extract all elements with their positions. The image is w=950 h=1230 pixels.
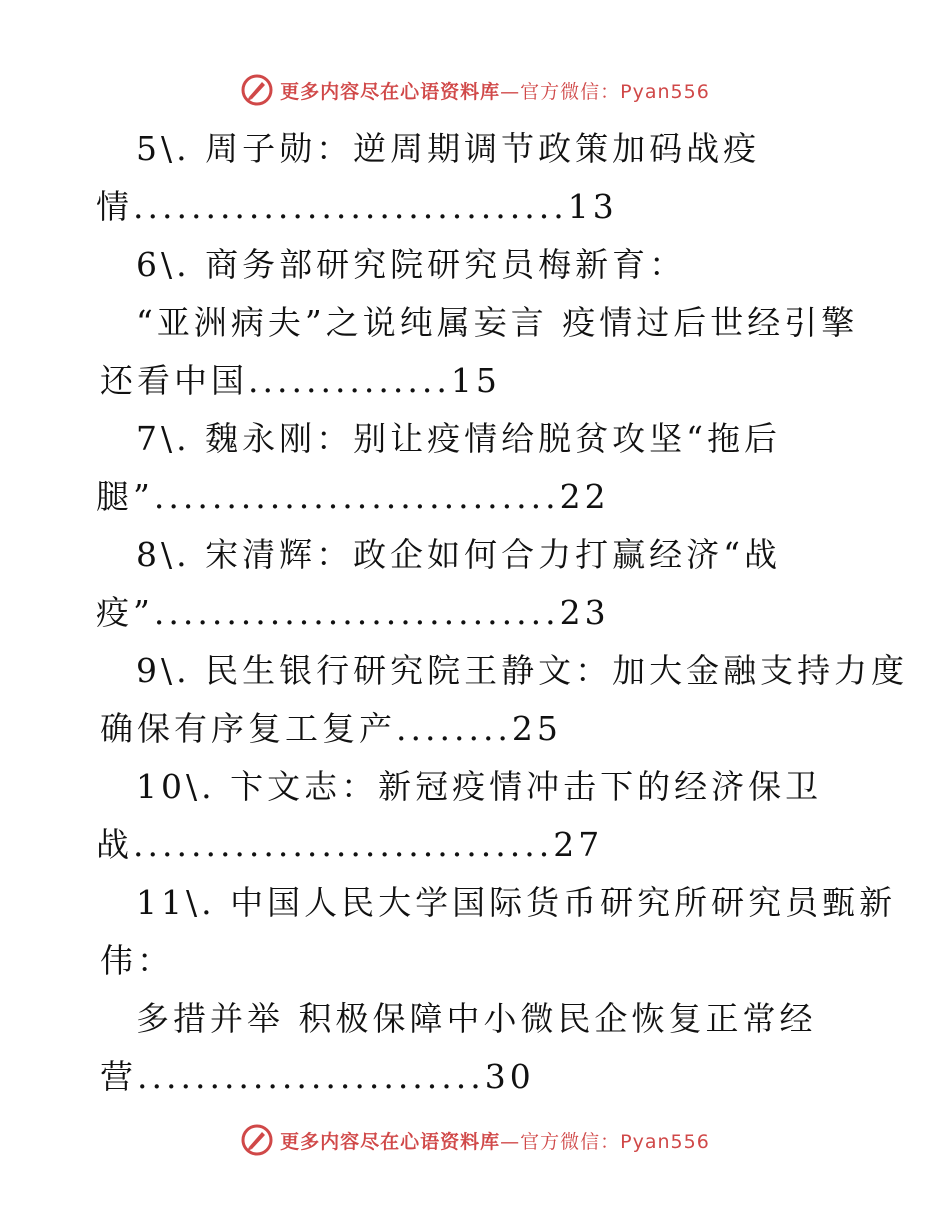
toc-entry-7-page[interactable]: 腿”............................22 [96,477,610,516]
toc-entry-5-title[interactable]: 5\. 周子勋：逆周期调节政策加码战疫 [136,129,761,168]
watermark-text [280,1127,710,1154]
toc-entry-5-page[interactable]: 情..............................13 [96,187,618,226]
toc-entry-8-page[interactable]: 疫”............................23 [96,593,610,632]
toc-entry-11-subtitle[interactable]: 多措并举 积极保障中小微民企恢复正常经 [136,999,817,1038]
toc-entry-6-subtitle[interactable]: “亚洲病夫”之说纯属妄言 疫情过后世经引擎 [136,303,859,342]
watermark-banner-bottom [0,1120,950,1160]
toc-entry-11-title[interactable]: 11\. 中国人民大学国际货币研究所研究员甄新 [136,883,897,922]
watermark-separator: — [500,1130,521,1153]
quill-logo-icon [240,73,274,107]
watermark-banner-top [0,70,950,110]
toc-entry-10-title[interactable]: 10\. 卞文志：新冠疫情冲击下的经济保卫 [136,767,823,806]
table-of-contents [0,120,950,1106]
toc-entry-6-page[interactable]: 还看中国..............15 [100,361,501,400]
toc-entry-8-title[interactable]: 8\. 宋清辉：政企如何合力打赢经济“战 [136,535,781,574]
toc-entry-11-page[interactable]: 营........................30 [100,1057,535,1096]
quill-logo-icon [240,1123,274,1157]
watermark-suffix: 官方微信：Pyan556 [520,1130,710,1153]
toc-entry-6-title[interactable]: 6\. 商务部研究院研究员梅新育： [136,245,687,284]
watermark-text [280,77,710,104]
watermark-separator: — [500,80,521,103]
toc-entry-9-title[interactable]: 9\. 民生银行研究院王静文：加大金融支持力度 [136,651,909,690]
watermark-suffix: 官方微信：Pyan556 [520,80,710,103]
watermark-brand: 更多内容尽在心语资料库 [280,1130,501,1153]
watermark-brand: 更多内容尽在心语资料库 [280,80,501,103]
toc-entry-11-title-cont[interactable]: 伟： [100,941,174,980]
toc-entry-10-page[interactable]: 战.............................27 [96,825,604,864]
toc-entry-7-title[interactable]: 7\. 魏永刚：别让疫情给脱贫攻坚“拖后 [136,419,781,458]
toc-entry-9-page[interactable]: 确保有序复工复产........25 [100,709,562,748]
